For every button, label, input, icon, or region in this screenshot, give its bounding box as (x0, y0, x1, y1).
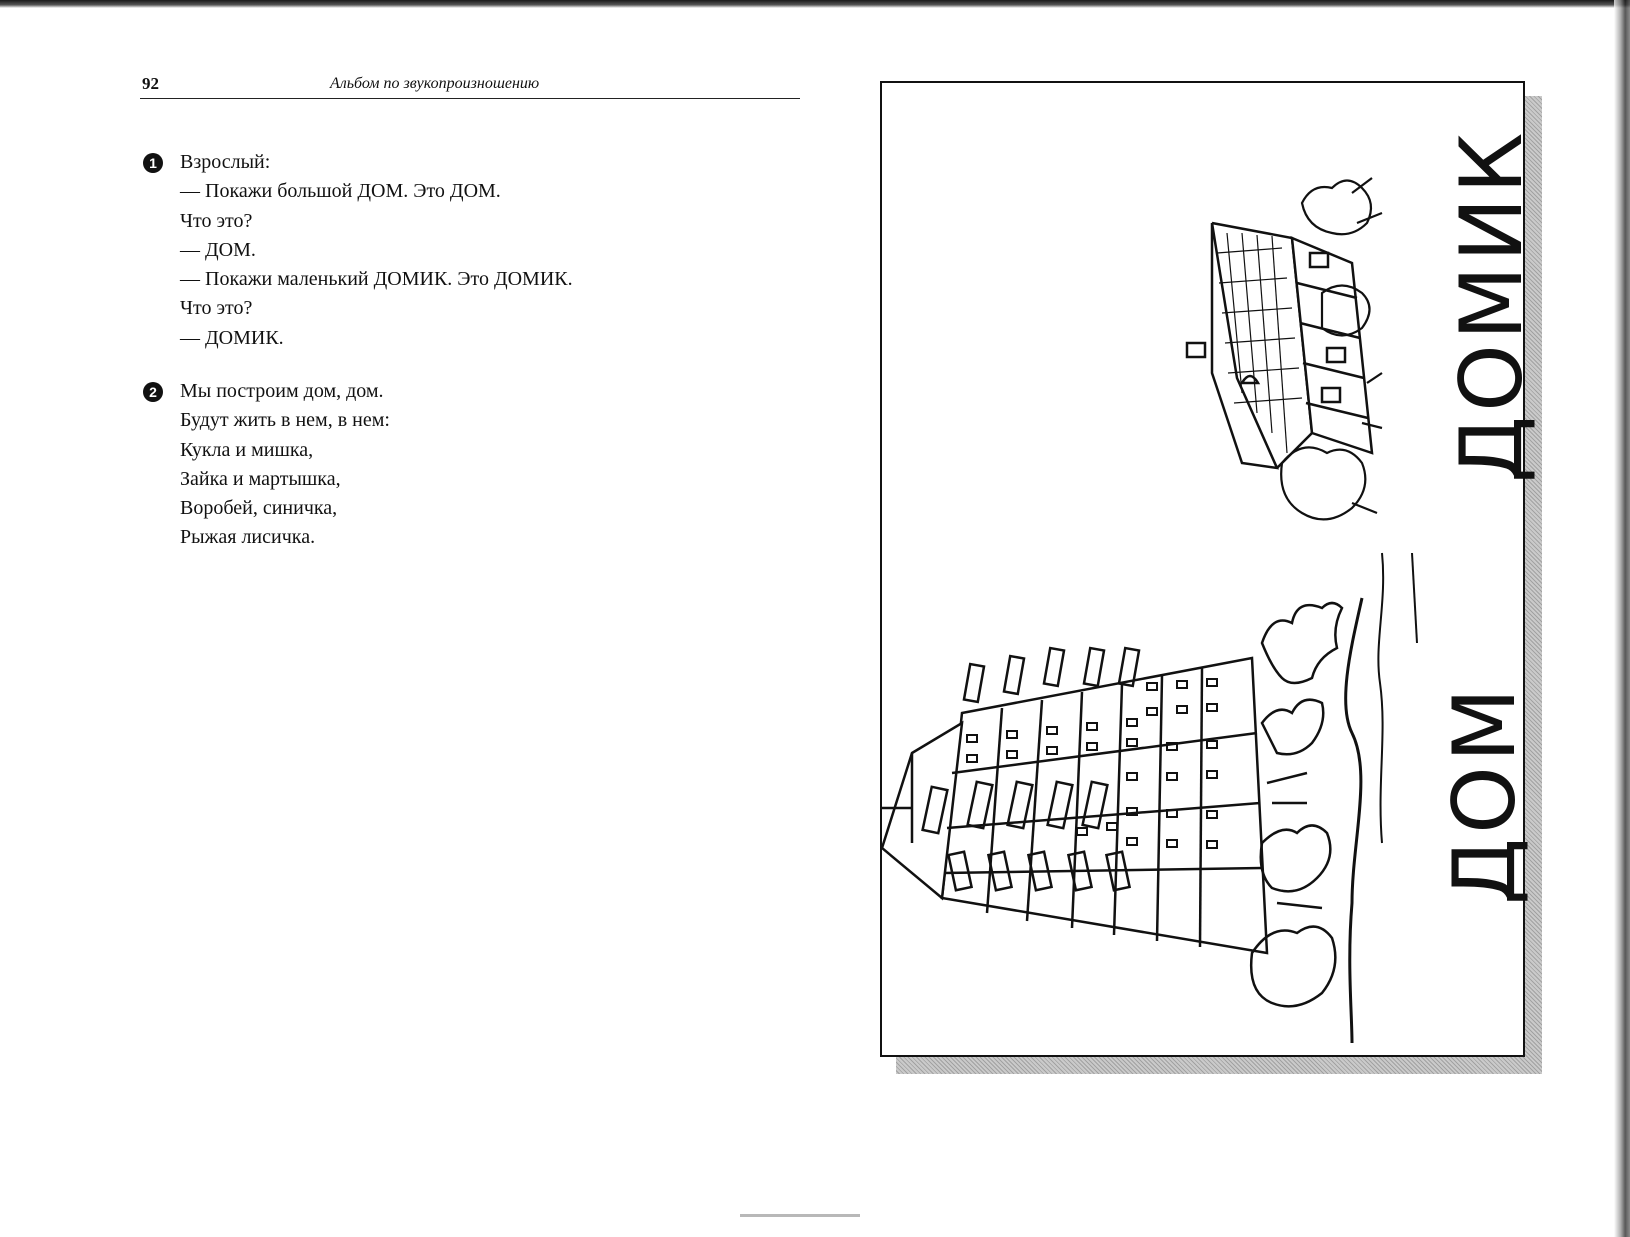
exercise-number-badge: 2 (143, 382, 163, 402)
picture-card (880, 81, 1542, 1057)
exercise-1 (143, 148, 783, 353)
exercise-line: Зайка и мартышка, (180, 467, 341, 490)
exercise-line: — ДОМИК. (180, 326, 284, 349)
page-header (140, 74, 800, 99)
exercise-line: Рыжая лисичка. (180, 526, 316, 549)
exercise-2 (143, 377, 783, 553)
exercise-line: — ДОМ. (180, 238, 256, 261)
exercise-line (143, 148, 783, 177)
page-top-edge (0, 0, 1630, 8)
scan-smudge (740, 1214, 860, 1217)
exercise-line: Что это? (180, 297, 253, 320)
card-illustration (882, 83, 1527, 1059)
ground-lines (1346, 553, 1417, 1043)
exercise-line: — Покажи маленький ДОМИК. Это ДОМИК. (180, 268, 573, 291)
page-number: 92 (142, 74, 159, 93)
book-spine-edge (1614, 0, 1630, 1237)
exercise-text: Взрослый: (180, 151, 271, 173)
word-label-large: ДОМ (1435, 683, 1535, 905)
running-title: Альбом по звукопроизношению (330, 75, 540, 92)
exercise-line: Воробей, синичка, (180, 497, 338, 520)
exercise-line: Кукла и мишка, (180, 438, 314, 461)
exercise-text: Мы построим дом, дом. (180, 380, 384, 402)
exercise-line (143, 377, 783, 406)
cottage-icon (1187, 223, 1372, 468)
apartment-building-icon (882, 648, 1267, 953)
exercise-line: Будут жить в нем, в нем: (180, 409, 390, 432)
exercise-line: — Покажи большой ДОМ. Это ДОМ. (180, 180, 501, 203)
word-label-small: ДОМИК (1442, 128, 1542, 483)
exercise-line: Что это? (180, 209, 253, 232)
exercise-number-badge: 1 (143, 153, 163, 173)
